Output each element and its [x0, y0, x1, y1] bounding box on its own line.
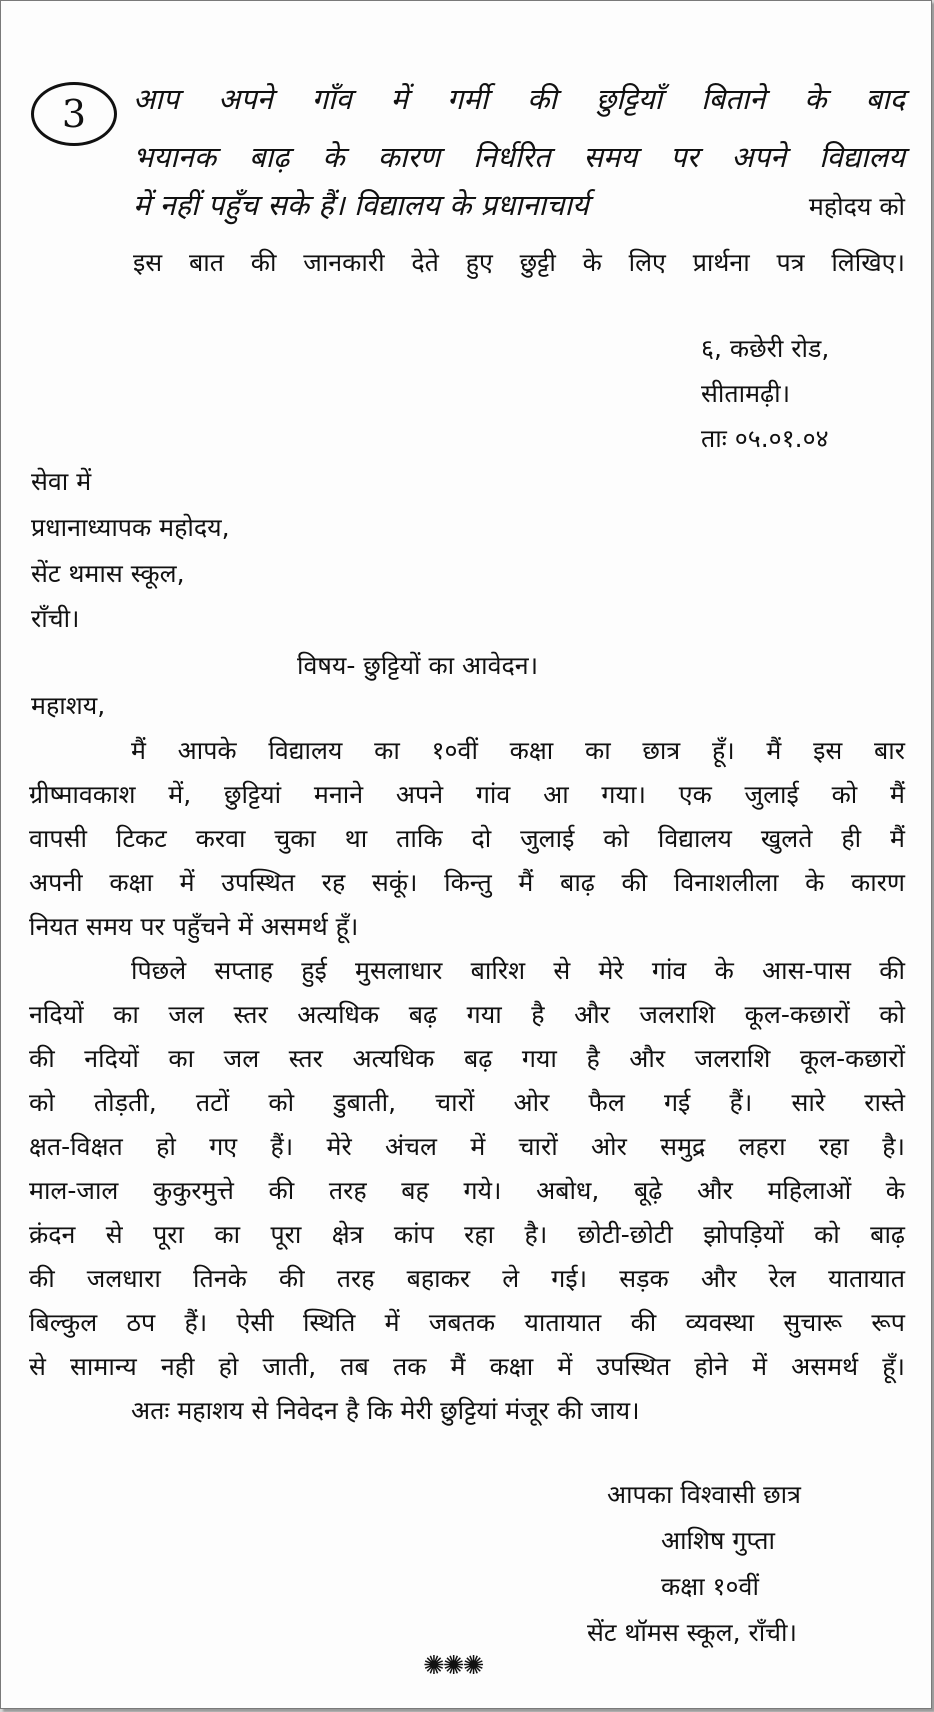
recipient-line-2: प्रधानाध्यापक महोदय, [31, 513, 230, 542]
signature-name: आशिष गुप्ता [661, 1526, 775, 1555]
body-line: क्रंदन से पूरा का पूरा क्षेत्र कांप रहा है। छोटी-छोटी झोपड़ियों को बाढ़ [29, 1220, 905, 1249]
body-line: माल-जाल कुकुरमुत्ते की तरह बह गये। अबोध, बूढ़े और महिलाओं के [29, 1176, 905, 1205]
question-line-3 [133, 185, 905, 225]
question-line-1: आप अपने गाँव में गर्मी की छुट्टियाँ बिताने के बाद [133, 82, 905, 116]
sender-address-line-2: सीतामढ़ी। [701, 379, 791, 408]
body-line: की नदियों का जल स्तर अत्यधिक बढ़ गया है और जलराशि कूल-कछारों [29, 1044, 905, 1073]
body-line: नियत समय पर पहुँचने में असमर्थ हूँ। [29, 912, 359, 941]
recipient-line-1: सेवा में [31, 467, 92, 496]
question-line-3-italic: में नहीं पहुँच सके हैं। विद्यालय के प्रधानाचार्य [133, 188, 589, 222]
body-line: बिल्कुल ठप हैं। ऐसी स्थिति में जबतक यातायात की व्यवस्था सुचारू रूप [29, 1308, 905, 1337]
body-line: की जलधारा तिनके की तरह बहाकर ले गई। सड़क और रेल यातायात [29, 1264, 905, 1293]
body-line: नदियों का जल स्तर अत्यधिक बढ़ गया है और जलराशि कूल-कछारों को [29, 1000, 905, 1029]
body-line: अपनी कक्षा में उपस्थित रह सकूं। किन्तु मैं बाढ़ की विनाशलीला के कारण [29, 868, 905, 897]
question-number-circle [31, 82, 117, 146]
body-line: मैं आपके विद्यालय का १०वीं कक्षा का छात्र हूँ। मैं इस बार [131, 736, 905, 765]
question-line-2: भयानक बाढ़ के कारण निर्धरित समय पर अपने विद्यालय [133, 140, 905, 174]
body-line: क्षत-विक्षत हो गए हैं। मेरे अंचल में चारों ओर समुद्र लहरा रहा है। [29, 1132, 905, 1161]
question-number: 3 [61, 92, 87, 136]
subject-line: विषय- छुट्टियों का आवेदन। [297, 651, 539, 680]
closing-request: अतः महाशय से निवेदन है कि मेरी छुट्टियां मंजूर की जाय। [131, 1396, 640, 1425]
recipient-line-3: सेंट थमास स्कूल, [31, 559, 185, 588]
sender-address-line-1: ६, कछेरी रोड, [701, 334, 830, 363]
body-line: वापसी टिकट करवा चुका था ताकि दो जुलाई को विद्यालय खुलते ही मैं [29, 824, 905, 853]
body-line: से सामान्य नही हो जाती, तब तक मैं कक्षा में उपस्थित होने में असमर्थ हूँ। [29, 1352, 905, 1381]
salutation: महाशय, [31, 691, 106, 720]
body-line: को तोड़ती, तटों को डुबाती, चारों ओर फैल गई हैं। सारे रास्ते [29, 1088, 905, 1117]
signature-class: कक्षा १०वीं [661, 1572, 759, 1601]
signature-school: सेंट थॉमस स्कूल, राँची। [587, 1618, 797, 1647]
question-line-3-rest: महोदय को [808, 192, 905, 221]
question-line-4: इस बात की जानकारी देते हुए छुट्टी के लिए प्रार्थना पत्र लिखिए। [133, 248, 905, 277]
signature-line-1: आपका विश्वासी छात्र [607, 1480, 801, 1509]
body-line: पिछले सप्ताह हुई मुसलाधार बारिश से मेरे गांव के आस-पास की [131, 956, 905, 985]
recipient-line-4: राँची। [31, 604, 80, 633]
letter-date: ताः ०५.०१.०४ [701, 424, 829, 453]
end-ornament: ✺✺✺ [423, 1651, 483, 1681]
body-line: ग्रीष्मावकाश में, छुट्टियां मनाने अपने गांव आ गया। एक जुलाई को मैं [29, 780, 905, 809]
